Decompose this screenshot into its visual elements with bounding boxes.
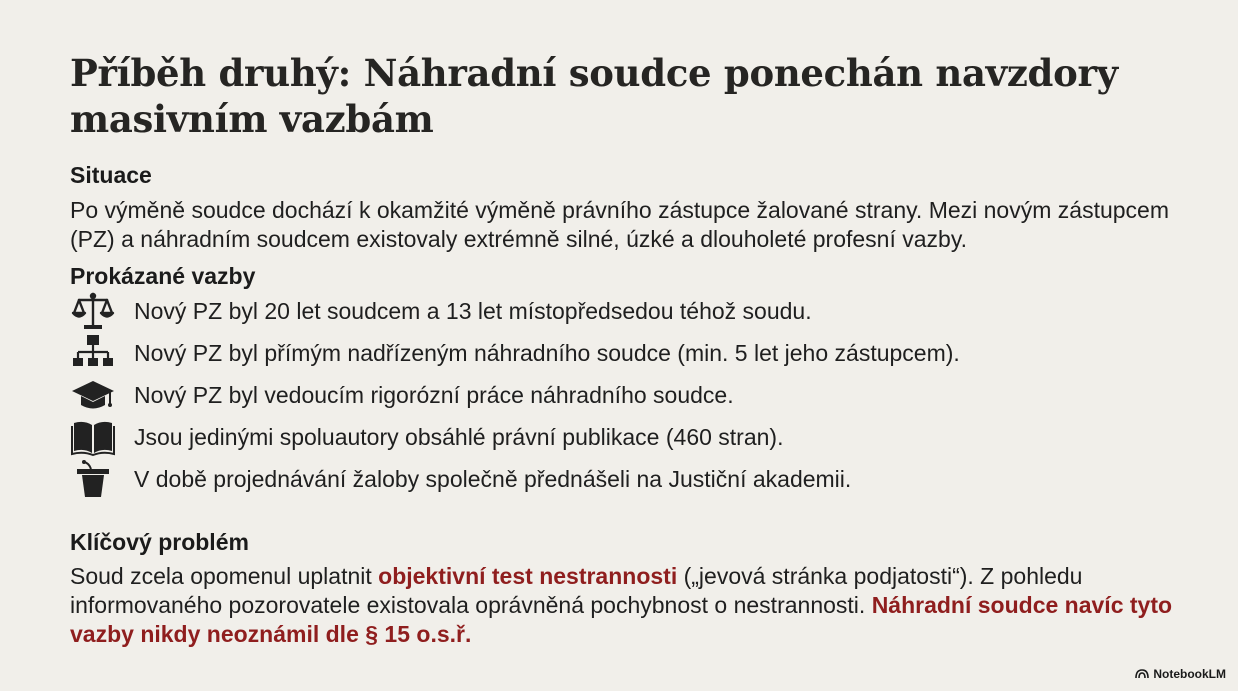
- list-item: [70, 458, 1180, 500]
- open-book-icon: [70, 417, 116, 457]
- notebooklm-brand: [1135, 667, 1226, 681]
- list-item-text: Nový PZ byl 20 let soudcem a 13 let místopředsedou téhož soudu.: [134, 297, 812, 324]
- scales-of-justice-icon: [70, 291, 116, 331]
- proven-ties-list: [70, 290, 1180, 500]
- list-item: [70, 416, 1180, 458]
- list-item-text: Nový PZ byl vedoucím rigorózní práce náhradního soudce.: [134, 381, 734, 408]
- key-problem-text-part: Soud zcela opomenul uplatnit: [70, 563, 379, 589]
- key-problem-highlight: Náhradní soudce navíc tyto vazby nikdy neoznámil dle § 15 o.s.ř.: [70, 592, 1173, 647]
- list-item: [70, 332, 1180, 374]
- key-problem-text-part: („jevová stránka podjatosti“). Z pohledu informovaného pozorovatele existovala oprávněná pochybnost o nestrannosti.: [70, 563, 1083, 618]
- situation-heading: Situace: [70, 162, 152, 188]
- page-title: Příběh druhý: Náhradní soudce ponechán navzdory masivním vazbám: [70, 51, 1118, 141]
- brand-label: NotebookLM: [1153, 667, 1226, 681]
- proven-ties-heading: Prokázané vazby: [70, 263, 256, 289]
- key-problem-text: [70, 562, 1180, 649]
- list-item-text: Jsou jedinými spoluautory obsáhlé právní publikace (460 stran).: [134, 423, 784, 450]
- graduation-cap-icon: [70, 375, 116, 415]
- lectern-icon: [70, 459, 116, 499]
- slide: [70, 50, 1180, 647]
- key-problem-highlight: objektivní test nestrannosti: [378, 563, 678, 589]
- key-problem-heading: Klíčový problém: [70, 529, 249, 555]
- org-chart-icon: [70, 333, 116, 373]
- notebooklm-logo-icon: [1135, 669, 1149, 679]
- situation-text: Po výměně soudce dochází k okamžité výměně právního zástupce žalované strany. Mezi novým zástupcem (PZ) a náhradním soudcem existovaly extrémně silné, úzké a dlouholeté profesní vazby.: [70, 197, 1169, 252]
- list-item: [70, 290, 1180, 332]
- list-item: [70, 374, 1180, 416]
- list-item-text: V době projednávání žaloby společně přednášeli na Justiční akademii.: [134, 465, 852, 492]
- list-item-text: Nový PZ byl přímým nadřízeným náhradního soudce (min. 5 let jeho zástupcem).: [134, 339, 960, 366]
